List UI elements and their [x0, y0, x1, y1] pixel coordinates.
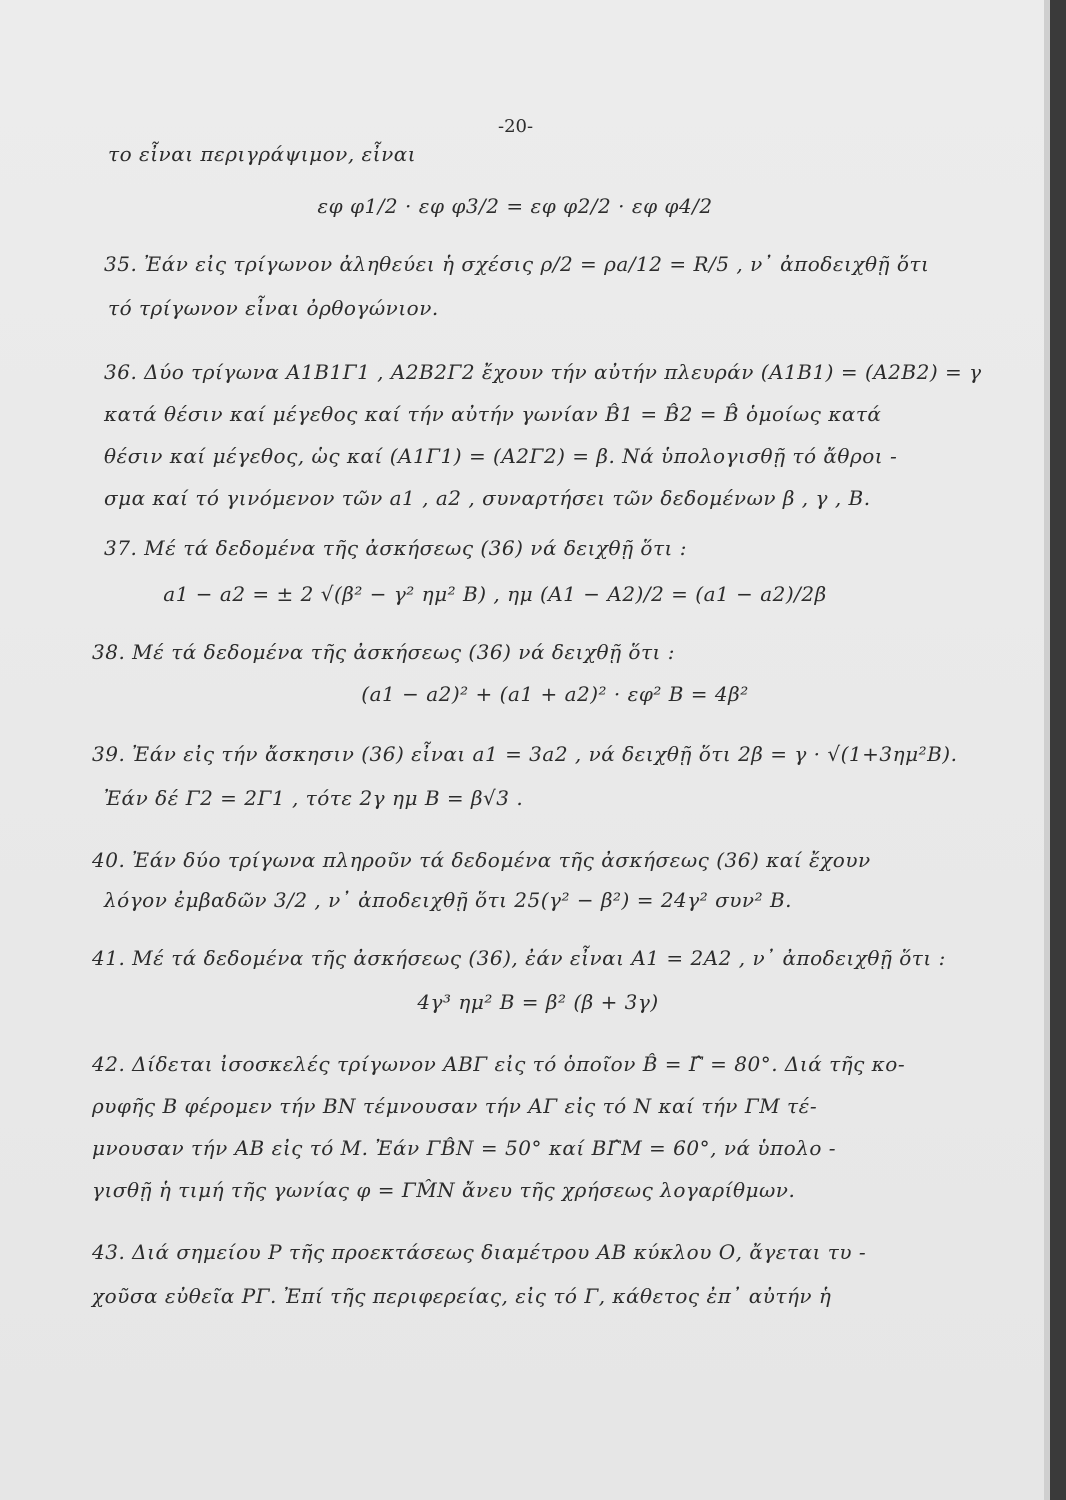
exercise-37-formula: a1 − a2 = ± 2 √(β² − γ² ημ² B) , ημ (A1 − A2)/2 = (a1 − a2)/2β [163, 582, 827, 606]
exercise-42-line-2: ρυφῆς Β φέρομεν τήν ΒΝ τέμνουσαν τήν ΑΓ εἰς τό Ν καί τήν ΓΜ τέ- [92, 1094, 818, 1118]
exercise-36-line-3: θέσιν καί μέγεθος, ὡς καί (A1Γ1) = (A2Γ2) = β. Νά ὑπολογισθῇ τό ἄθροι - [104, 444, 898, 468]
exercise-37-line-1: 37. Μέ τά δεδομένα τῆς ἀσκήσεως (36) νά δειχθῇ ὅτι : [104, 536, 687, 560]
formula-line-02: εφ φ1/2 · εφ φ3/2 = εφ φ2/2 · εφ φ4/2 [317, 194, 713, 218]
exercise-41-formula: 4γ³ ημ² B = β² (β + 3γ) [417, 990, 659, 1014]
exercise-41-line-1: 41. Μέ τά δεδομένα τῆς ἀσκήσεως (36), ἐάν εἶναι A1 = 2A2 , ν᾽ ἀποδειχθῇ ὅτι : [92, 946, 946, 970]
exercise-36-line-4: σμα καί τό γινόμενον τῶν a1 , a2 , συναρτήσει τῶν δεδομένων β , γ , B. [104, 486, 871, 510]
scanner-border [1050, 0, 1066, 1500]
exercise-40-line-1: 40. Ἐάν δύο τρίγωνα πληροῦν τά δεδομένα τῆς ἀσκήσεως (36) καί ἔχουν [92, 848, 871, 872]
exercise-43-line-1: 43. Διά σημείου Ρ τῆς προεκτάσεως διαμέτρου ΑΒ κύκλου Ο, ἄγεται τυ - [92, 1240, 867, 1264]
exercise-43-line-2: χοῦσα εὐθεῖα ΡΓ. Ἐπί τῆς περιφερείας, εἰς τό Γ, κάθετος ἐπ᾽ αὐτήν ἡ [92, 1284, 832, 1308]
exercise-42-line-4: γισθῇ ἡ τιμή τῆς γωνίας φ = ΓM̂N ἄνευ τῆς χρήσεως λογαρίθμων. [92, 1178, 796, 1202]
exercise-39-line-1: 39. Ἐάν εἰς τήν ἄσκησιν (36) εἶναι a1 = 3a2 , νά δειχθῇ ὅτι 2β = γ · √(1+3ημ²B). [92, 742, 958, 766]
exercise-35-line-2: τό τρίγωνον εἶναι ὀρθογώνιον. [108, 296, 439, 320]
exercise-39-line-2: Ἐάν δέ Γ2 = 2Γ1 , τότε 2γ ημ B = β√3 . [104, 786, 524, 810]
exercise-42-line-3: μνουσαν τήν ΑΒ εἰς τό Μ. Ἐάν ΓB̂N = 50° καί BΓ̂M = 60°, νά ὑπολο - [92, 1136, 837, 1160]
exercise-36-line-2: κατά θέσιν καί μέγεθος καί τήν αὐτήν γωνίαν B̂1 = B̂2 = B̂ ὁμοίως κατά [104, 402, 882, 426]
exercise-38-formula: (a1 − a2)² + (a1 + a2)² · εφ² B = 4β² [361, 682, 749, 706]
text-line-01: το εἶναι περιγράψιμον, εἶναι [108, 142, 417, 166]
page-number: -20- [498, 116, 534, 137]
exercise-38-line-1: 38. Μέ τά δεδομένα τῆς ἀσκήσεως (36) νά δειχθῇ ὅτι : [92, 640, 675, 664]
exercise-42-line-1: 42. Δίδεται ἰσοσκελές τρίγωνον ΑΒΓ εἰς τό ὁποῖον B̂ = Γ̂ = 80°. Διά τῆς κο- [92, 1052, 906, 1076]
exercise-36-line-1: 36. Δύο τρίγωνα A1B1Γ1 , A2B2Γ2 ἔχουν τήν αὐτήν πλευράν (A1B1) = (A2B2) = γ [104, 360, 982, 384]
exercise-40-line-2: λόγον ἐμβαδῶν 3/2 , ν᾽ ἀποδειχθῇ ὅτι 25(γ² − β²) = 24γ² συν² B. [104, 888, 793, 912]
exercise-35-line-1: 35. Ἐάν εἰς τρίγωνον ἀληθεύει ἡ σχέσις ρ/2 = ρa/12 = R/5 , ν᾽ ἀποδειχθῇ ὅτι [104, 252, 930, 276]
